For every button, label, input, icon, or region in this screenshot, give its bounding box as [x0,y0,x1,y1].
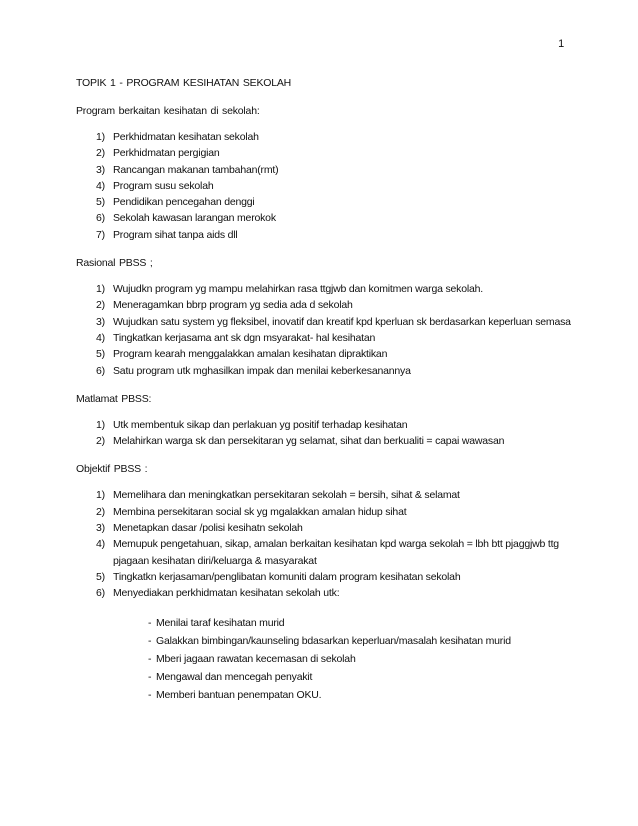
list-item-text: Memupuk pengetahuan, sikap, amalan berkaitan kesihatan kpd warga sekolah = lbh btt pjaggjwb ttg pjagaan kesihatan diri/keluarga & masyarakat [113,538,559,567]
list-item-text: Tingkatkan kerjasama ant sk dgn msyarakat- hal kesihatan [113,331,376,344]
sub-list-item-text: Memberi bantuan penempatan OKU. [156,688,322,701]
list-item-text: Wujudkn program yg mampu melahirkan rasa ttgjwb dan komitmen warga sekolah. [113,283,483,296]
list-item: 2) Meneragamkan bbrp program yg sedia ada d sekolah [96,299,353,312]
list-item: 6) Sekolah kawasan larangan merokok [96,212,276,225]
document-title: TOPIK 1 - PROGRAM KESIHATAN SEKOLAH [76,77,292,89]
list-item: 5) Tingkatkn kerjasaman/penglibatan komuniti dalam program kesihatan sekolah [96,570,461,583]
sub-list-item: - Menilai taraf kesihatan murid [148,616,285,629]
list-item-text: Satu program utk mghasilkan impak dan menilai keberkesanannya [113,364,411,377]
sub-list-item: - Mengawal dan mencegah penyakit [148,670,313,683]
objektif-sublist [76,614,576,704]
list-item: 1) Memelihara dan meningkatkan persekitaran sekolah = bersih, sihat & selamat [96,489,460,502]
sub-list-item-text: Galakkan bimbingan/kaunseling bdasarkan keperluan/masalah kesihatan murid [156,634,511,647]
list-item: 6) Menyediakan perkhidmatan kesihatan sekolah utk: [96,587,340,600]
objektif-list [76,487,576,601]
list-item: 7) Program sihat tanpa aids dll [96,228,238,241]
matlamat-list [76,417,576,450]
list-item-text: Melahirkan warga sk dan persekitaran yg selamat, sihat dan berkualiti = capai wawasan [113,435,505,448]
list-item-text: Perkhidmatan pergigian [113,147,220,160]
list-item-text: Memelihara dan meningkatkan persekitaran sekolah = bersih, sihat & selamat [113,489,460,502]
list-item: 2) Membina persekitaran social sk yg mgalakkan amalan hidup sihat [96,505,407,518]
list-item: 4) Memupuk pengetahuan, sikap, amalan berkaitan kesihatan kpd warga sekolah = lbh btt pjaggjwb ttg pjagaan kesihatan diri/keluarga & masyarakat [96,538,559,567]
list-item: 4) Program susu sekolah [96,179,214,192]
list-item-text: Meneragamkan bbrp program yg sedia ada d sekolah [113,299,353,312]
list-item: 1) Utk membentuk sikap dan perlakuan yg positif terhadap kesihatan [96,418,408,431]
programs-heading: Program berkaitan kesihatan di sekolah: [76,105,260,117]
list-item: 5) Pendidikan pencegahan denggi [96,196,255,209]
list-item-text: Program sihat tanpa aids dll [113,228,238,241]
list-item: 3) Wujudkan satu system yg fleksibel, inovatif dan kreatif kpd kperluan sk berdasarkan keperluan semasa [96,315,571,328]
list-item-text: Rancangan makanan tambahan(rmt) [113,163,279,176]
sub-list-item: - Memberi bantuan penempatan OKU. [148,688,322,701]
list-item: 3) Menetapkan dasar /polisi kesihatn sekolah [96,522,303,535]
sub-list-item-text: Menilai taraf kesihatan murid [156,616,285,629]
rasional-heading: Rasional PBSS ; [76,257,153,270]
list-item: 1) Wujudkn program yg mampu melahirkan rasa ttgjwb dan komitmen warga sekolah. [96,283,483,296]
document-body [76,75,576,704]
sub-list-item-text: Mengawal dan mencegah penyakit [156,670,313,683]
programs-list [76,129,576,243]
list-item-text: Menyediakan perkhidmatan kesihatan sekolah utk: [113,587,340,600]
list-item-text: Menetapkan dasar /polisi kesihatn sekolah [113,522,303,535]
list-item-text: Tingkatkn kerjasaman/penglibatan komuniti dalam program kesihatan sekolah [113,570,461,583]
page-number: 1 [558,38,564,50]
list-item-text: Wujudkan satu system yg fleksibel, inovatif dan kreatif kpd kperluan sk berdasarkan keperluan semasa [113,315,571,328]
list-item: 1) Perkhidmatan kesihatan sekolah [96,131,259,143]
sub-list-item: - Galakkan bimbingan/kaunseling bdasarkan keperluan/masalah kesihatan murid [148,634,511,647]
list-item-text: Program kearah menggalakkan amalan kesihatan dipraktikan [113,348,388,361]
list-item: 4) Tingkatkan kerjasama ant sk dgn msyarakat- hal kesihatan [96,331,376,344]
objektif-heading: Objektif PBSS : [76,463,148,476]
list-item: 5) Program kearah menggalakkan amalan kesihatan dipraktikan [96,348,388,361]
list-item-text: Sekolah kawasan larangan merokok [113,212,276,225]
list-item: 6) Satu program utk mghasilkan impak dan menilai keberkesanannya [96,364,411,377]
rasional-list [76,281,576,379]
list-item-text: Membina persekitaran social sk yg mgalakkan amalan hidup sihat [113,505,407,518]
list-item-text: Utk membentuk sikap dan perlakuan yg positif terhadap kesihatan [113,418,408,431]
list-item: 2) Perkhidmatan pergigian [96,147,220,160]
matlamat-heading: Matlamat PBSS: [76,392,152,405]
sub-list-item: - Mberi jagaan rawatan kecemasan di sekolah [148,652,356,665]
list-item: 2) Melahirkan warga sk dan persekitaran yg selamat, sihat dan berkualiti = capai wawasan [96,435,505,448]
list-item-text: Pendidikan pencegahan denggi [113,196,255,209]
sub-list-item-text: Mberi jagaan rawatan kecemasan di sekolah [156,652,356,665]
list-item-text: Program susu sekolah [113,179,214,192]
list-item-text: Perkhidmatan kesihatan sekolah [113,131,259,143]
list-item: 3) Rancangan makanan tambahan(rmt) [96,163,279,176]
